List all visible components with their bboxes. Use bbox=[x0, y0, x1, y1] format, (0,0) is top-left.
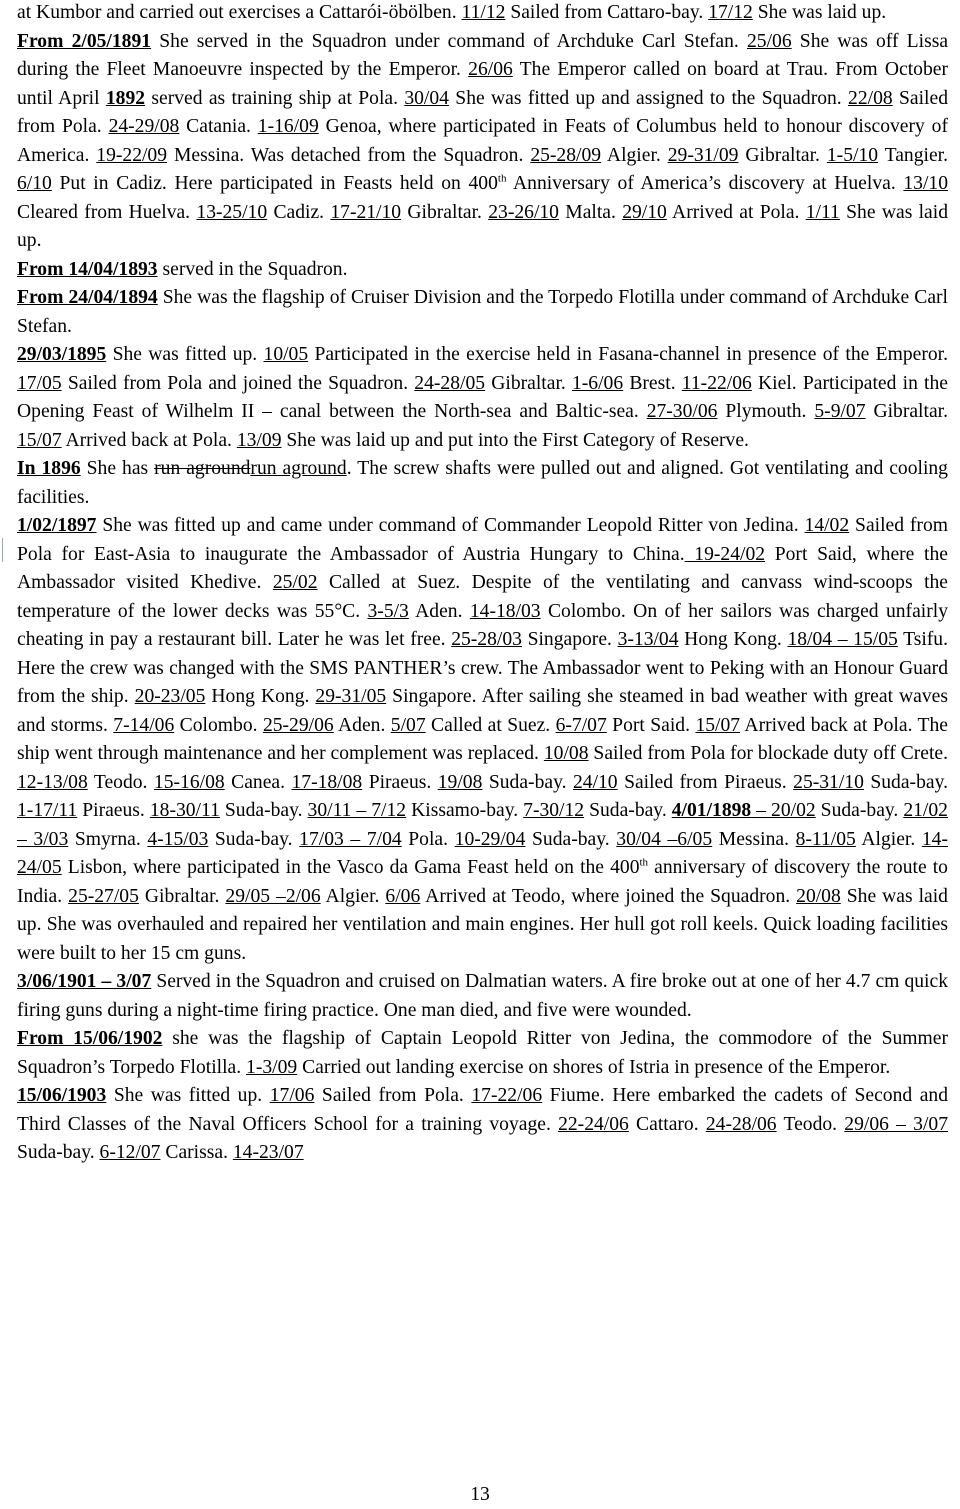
date-reference: 29/06 – 3/07 bbox=[844, 1113, 949, 1135]
date-reference: 24-29/08 bbox=[108, 116, 180, 137]
text-run: Algier. bbox=[320, 885, 386, 907]
date-reference: 13/09 bbox=[236, 429, 282, 451]
date-reference: 10/05 bbox=[263, 344, 309, 365]
text-run: Hong Kong. bbox=[205, 686, 316, 707]
deleted-text: run aground bbox=[154, 458, 251, 479]
text-run: She has bbox=[80, 458, 155, 479]
date-reference: 19/08 bbox=[437, 771, 483, 793]
text-run: Fiume. Here embarked the cadets of Second and Third Classes of the Naval Officers School for a training voyage. bbox=[17, 1085, 948, 1135]
text-run: Arrived back at Pola. bbox=[61, 429, 237, 451]
date-reference: 25-31/10 bbox=[793, 771, 864, 793]
date-reference: 25-29/06 bbox=[262, 714, 334, 736]
text-run: served in the Squadron. bbox=[157, 258, 348, 280]
date-reference: 30/11 – 7/12 bbox=[307, 800, 407, 821]
date-reference: 15-16/08 bbox=[153, 771, 225, 793]
text-run: Gibraltar. bbox=[738, 144, 827, 166]
paragraph bbox=[17, 968, 948, 1025]
text-run: Served in the Squadron and cruised on Dalmatian waters. A fire broke out at one of her 4.7 cm quick firing guns during a night-time firing practice. One man died, and five were wounded. bbox=[17, 971, 948, 1021]
date-reference: 24/10 bbox=[572, 771, 618, 793]
text-run: Canea. bbox=[224, 771, 292, 793]
text-run: Teodo. bbox=[776, 1113, 845, 1135]
page-number: 13 bbox=[470, 1484, 490, 1505]
text-run: Sailed from Cattaro-bay. bbox=[505, 2, 709, 23]
date-reference: 21/02 – 3/03 bbox=[17, 800, 948, 850]
text-run: Suda-bay. bbox=[208, 828, 300, 850]
text-run: Arrived at Teodo, where joined the Squadron. bbox=[420, 885, 797, 907]
text-run: Sailed from Pola for blockade duty off Crete. bbox=[588, 743, 949, 764]
date-reference: 14-18/03 bbox=[469, 600, 541, 622]
text-run: Cadiz. bbox=[267, 201, 331, 223]
ship-history-text bbox=[17, 0, 948, 1168]
date-heading: In 1896 bbox=[17, 458, 81, 479]
date-reference: 5-9/07 bbox=[814, 401, 866, 422]
date-reference: 6-12/07 bbox=[99, 1142, 161, 1163]
date-heading: From 2/05/1891 bbox=[17, 30, 152, 52]
text-run: Suda-bay. bbox=[584, 800, 672, 821]
text-run: Kiel. Participated in the Opening Feast of Wilhelm II – canal between the North-sea and Baltic-sea. bbox=[17, 372, 948, 422]
date-reference: 29-31/09 bbox=[667, 144, 739, 166]
date-reference: 7-14/06 bbox=[113, 714, 175, 736]
date-reference: 25-27/05 bbox=[68, 885, 139, 907]
text-run: Suda-bay. bbox=[17, 1142, 100, 1163]
date-reference: 24-28/05 bbox=[414, 372, 486, 394]
text-run: she was the flagship of Captain Leopold Ritter von Jedina, the commodore of the Summer Squadron’s Torpedo Flotilla. bbox=[17, 1028, 949, 1078]
date-reference: 25-28/09 bbox=[530, 144, 602, 166]
text-run: Algier. bbox=[855, 828, 922, 850]
date-reference: 6/10 bbox=[17, 173, 52, 194]
text-run: She was the flagship of Cruiser Division and the Torpedo Flotilla under command of Archduke Carl Stefan. bbox=[17, 287, 948, 337]
text-run: Tsifu. Here the crew was changed with the SMS PANTHER’s crew. The Ambassador went to Peking with an Honour Guard from the ship. bbox=[17, 629, 948, 707]
superscript-text: th bbox=[639, 856, 649, 869]
text-run: Algier. bbox=[601, 144, 668, 166]
paragraph bbox=[17, 1025, 948, 1082]
date-heading: 29/03/1895 bbox=[17, 344, 107, 365]
date-reference: 17/03 – 7/04 bbox=[299, 828, 402, 850]
date-reference: 17/06 bbox=[269, 1085, 315, 1106]
text-run: Kissamo-bay. bbox=[406, 800, 524, 821]
paragraph bbox=[17, 341, 948, 455]
date-reference: 1/11 bbox=[805, 201, 840, 223]
date-reference: 30/04 bbox=[404, 87, 449, 109]
date-heading: From 24/04/1894 bbox=[17, 287, 158, 308]
date-reference: 3-13/04 bbox=[617, 629, 679, 650]
date-reference: 10/08 bbox=[543, 743, 589, 764]
text-run: Called at Suez. Despite of the ventilating and canvass wind-scoops the temperature of the lower decks was 55°C. bbox=[17, 572, 949, 622]
date-reference: 23-26/10 bbox=[488, 201, 559, 223]
date-reference: 14-24/05 bbox=[17, 828, 948, 878]
text-run: She was off Lissa during the Fleet Manoeuvre inspected by the Emperor. bbox=[17, 30, 949, 80]
date-reference: 17/05 bbox=[17, 372, 62, 394]
text-run: . The screw shafts were pulled out and aligned. Got ventilating and cooling facilities. bbox=[17, 458, 948, 508]
date-reference: 22/08 bbox=[848, 87, 893, 109]
date-heading: From 14/04/1893 bbox=[17, 258, 158, 280]
text-run: Tangier. bbox=[878, 144, 948, 166]
date-reference: 17/12 bbox=[708, 2, 753, 23]
date-reference: 17-21/10 bbox=[330, 201, 402, 223]
date-reference: 1-5/10 bbox=[826, 144, 879, 166]
text-run: Sailed from Pola. bbox=[314, 1085, 472, 1106]
date-reference: 12-13/08 bbox=[17, 771, 88, 793]
date-heading: From 15/06/1902 bbox=[17, 1028, 163, 1049]
text-run: Sailed from Pola and joined the Squadron. bbox=[61, 372, 415, 394]
text-run: She was fitted up. bbox=[106, 344, 264, 365]
date-reference: – 20/02 bbox=[751, 800, 816, 821]
date-reference: 3-5/3 bbox=[367, 600, 409, 622]
date-reference: 19-22/09 bbox=[96, 144, 168, 166]
text-run: Singapore. bbox=[521, 629, 618, 650]
superscript-text: th bbox=[497, 172, 507, 185]
text-run: Participated in the exercise held in Fasana-channel in presence of the Emperor. bbox=[308, 344, 948, 365]
date-heading: 15/06/1903 bbox=[17, 1085, 107, 1106]
date-reference: 17-18/08 bbox=[291, 771, 363, 793]
text-run: She was laid up. bbox=[752, 2, 887, 23]
date-reference: 29-31/05 bbox=[315, 686, 387, 707]
date-reference: 18/04 – 15/05 bbox=[787, 629, 898, 650]
date-heading: 1892 bbox=[105, 87, 146, 109]
date-reference: 26/06 bbox=[468, 59, 513, 80]
text-run: Genoa, where participated in Feats of Columbus held to honour discovery of America. bbox=[17, 116, 948, 166]
paragraph bbox=[17, 512, 948, 968]
paragraph bbox=[17, 28, 948, 256]
date-reference: 5/07 bbox=[390, 714, 426, 736]
text-run: Gibraltar. bbox=[485, 372, 572, 394]
date-reference: 14-23/07 bbox=[232, 1142, 304, 1163]
text-run: anniversary of discovery the route to India. bbox=[17, 857, 948, 907]
text-run: Called at Suez. bbox=[425, 714, 556, 736]
date-reference: 27-30/06 bbox=[646, 401, 718, 422]
text-run: She was laid up. bbox=[17, 201, 948, 251]
date-heading: 3/06/1901 – 3/07 bbox=[17, 971, 152, 992]
paragraph bbox=[17, 0, 948, 28]
text-run: She was fitted up and assigned to the Squadron. bbox=[448, 87, 849, 109]
text-run: Aden. bbox=[333, 714, 391, 736]
date-reference: 24-28/06 bbox=[705, 1113, 777, 1135]
text-run: Catania. bbox=[179, 116, 258, 137]
text-run: Singapore. After sailing she steamed in bad weather with great waves and storms. bbox=[17, 686, 948, 736]
date-reference: 29/05 –2/06 bbox=[225, 885, 321, 907]
date-reference: 22-24/06 bbox=[558, 1113, 629, 1135]
date-reference: 4-15/03 bbox=[147, 828, 209, 850]
date-reference: 25/02 bbox=[272, 572, 318, 593]
text-run: Malta. bbox=[558, 201, 623, 223]
date-reference: 29/10 bbox=[622, 201, 667, 223]
date-reference: 11-22/06 bbox=[681, 372, 752, 394]
text-run: Port Said. bbox=[606, 714, 696, 736]
date-reference: 18-30/11 bbox=[149, 800, 220, 821]
text-run: Pola. bbox=[401, 828, 455, 850]
text-run: Brest. bbox=[623, 372, 682, 394]
text-run: She was fitted up and came under command of Commander Leopold Ritter von Jedina. bbox=[96, 515, 805, 536]
text-run: Aden. bbox=[408, 600, 470, 622]
date-reference: 25-28/03 bbox=[451, 629, 522, 650]
text-run: Colombo. On of her sailors was charged unfairly cheating in pay a restaurant bill. Later he was let free. bbox=[17, 600, 948, 650]
text-run: Smyrna. bbox=[68, 828, 148, 850]
date-reference: 15/07 bbox=[695, 714, 741, 736]
text-run: Gibraltar. bbox=[401, 201, 489, 223]
date-reference: 1-6/06 bbox=[571, 372, 624, 394]
date-reference: 25/06 bbox=[746, 30, 792, 52]
text-run: Arrived back at Pola. The ship went through maintenance and her complement was replaced. bbox=[17, 714, 949, 764]
text-run: Port Said, where the Ambassador visited Khedive. bbox=[17, 543, 948, 593]
paragraph bbox=[17, 455, 948, 512]
paragraph bbox=[17, 284, 948, 341]
text-run: She was laid up and put into the First Category of Reserve. bbox=[281, 429, 749, 451]
text-run: Gibraltar. bbox=[138, 885, 226, 907]
text-run: Hong Kong. bbox=[678, 629, 788, 650]
date-heading: 4/01/1898 bbox=[671, 800, 752, 821]
date-reference: 10-29/04 bbox=[454, 828, 526, 850]
date-reference: 1-16/09 bbox=[257, 116, 319, 137]
date-reference: 19-24/02 bbox=[684, 543, 766, 565]
date-reference: 17-22/06 bbox=[471, 1085, 543, 1106]
text-run: She was fitted up. bbox=[106, 1085, 270, 1106]
text-run: Messina. bbox=[712, 828, 796, 850]
text-run: Sailed from Pola. bbox=[17, 87, 948, 137]
text-run: The Emperor called on board at Trau. From October until April bbox=[17, 59, 948, 109]
date-heading: 1/02/1897 bbox=[17, 515, 97, 536]
date-reference: 20-23/05 bbox=[134, 686, 206, 707]
text-run: Suda-bay. bbox=[219, 800, 308, 821]
text-run: Cattaro. bbox=[628, 1113, 706, 1135]
text-run: Sailed from Piraeus. bbox=[617, 771, 794, 793]
text-run: Suda-bay. bbox=[525, 828, 617, 850]
text-run: Lisbon, where participated in the Vasco da Gama Feast held on the 400 bbox=[61, 857, 640, 878]
text-run: Gibraltar. bbox=[865, 401, 948, 422]
text-run: Plymouth. bbox=[717, 401, 815, 422]
text-run: Anniversary of America’s discovery at Huelva. bbox=[506, 173, 904, 194]
text-run: Put in Cadiz. Here participated in Feasts held on 400 bbox=[51, 173, 498, 194]
text-run: Messina. Was detached from the Squadron. bbox=[167, 144, 531, 166]
text-run: Teodo. bbox=[87, 771, 154, 793]
text-run: Suda-bay. bbox=[482, 771, 573, 793]
text-run: Cleared from Huelva. bbox=[17, 201, 197, 223]
date-reference: 30/04 –6/05 bbox=[616, 828, 713, 850]
text-run: at Kumbor and carried out exercises a Cattarói-öbölben. bbox=[17, 2, 462, 23]
paragraph bbox=[17, 1082, 948, 1168]
date-reference: 8-11/05 bbox=[795, 828, 856, 850]
date-reference: 20/08 bbox=[796, 885, 841, 907]
text-run: served as training ship at Pola. bbox=[145, 87, 405, 109]
date-reference: 7-30/12 bbox=[523, 800, 585, 821]
text-run: Colombo. bbox=[174, 714, 263, 736]
revision-change-bar bbox=[2, 538, 3, 562]
date-reference: 13/10 bbox=[903, 173, 949, 194]
date-reference: 6/06 bbox=[385, 885, 421, 907]
date-reference: 15/07 bbox=[17, 429, 62, 451]
text-run: Suda-bay. bbox=[863, 771, 948, 793]
text-run: Piraeus. bbox=[362, 771, 438, 793]
date-reference: 13-25/10 bbox=[196, 201, 268, 223]
date-reference: run aground bbox=[250, 458, 347, 479]
text-run: She served in the Squadron under command of Archduke Carl Stefan. bbox=[151, 30, 747, 52]
text-run: Sailed from Pola for East-Asia to inaugurate the Ambassador of Austria Hungary to China. bbox=[17, 515, 948, 565]
date-reference: 14/02 bbox=[804, 515, 850, 536]
text-run: Carried out landing exercise on shores of Istria in presence of the Emperor. bbox=[297, 1056, 891, 1078]
date-reference: 1-3/09 bbox=[246, 1056, 298, 1078]
text-run: She was laid up. She was overhauled and repaired her ventilation and main engines. Her hull got roll keels. Quick loading facilities were built to her 15 cm guns. bbox=[17, 885, 948, 964]
paragraph bbox=[17, 256, 948, 285]
text-run: Piraeus. bbox=[77, 800, 150, 821]
text-run: Carissa. bbox=[160, 1142, 233, 1163]
date-reference: 6-7/07 bbox=[555, 714, 607, 736]
date-reference: 1-17/11 bbox=[17, 800, 78, 821]
text-run: Arrived at Pola. bbox=[666, 201, 806, 223]
date-reference: 11/12 bbox=[461, 2, 506, 23]
text-run: Suda-bay. bbox=[815, 800, 904, 821]
